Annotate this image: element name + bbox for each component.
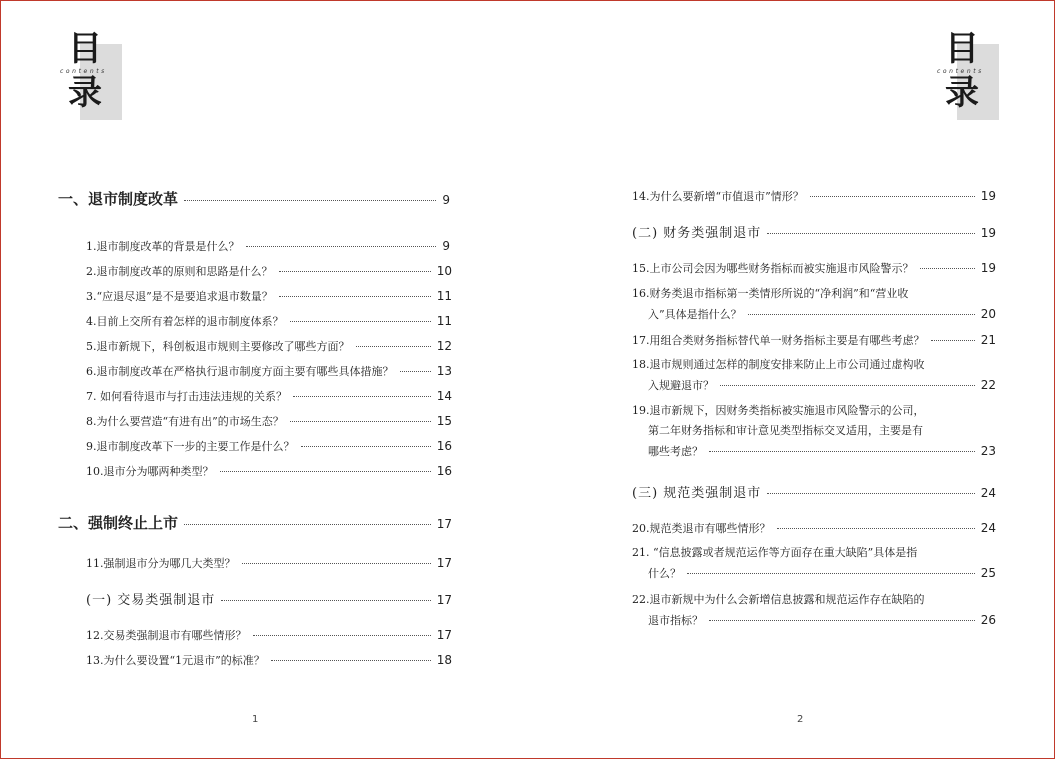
toc-item-8[interactable] bbox=[86, 413, 452, 429]
toc-item-21[interactable] bbox=[632, 543, 996, 584]
leader-dots bbox=[301, 446, 431, 447]
toc-title-line: 什么？ bbox=[648, 567, 681, 580]
toc-item-4[interactable] bbox=[86, 313, 452, 329]
toc-item-2[interactable] bbox=[86, 263, 452, 279]
toc-page: 17 bbox=[436, 628, 452, 642]
toc-page: 11 bbox=[436, 289, 452, 303]
leader-dots bbox=[271, 660, 431, 661]
toc-title-line: 入规避退市？ bbox=[648, 379, 714, 392]
toc-page: 22 bbox=[980, 378, 996, 392]
toc-title: 17.用组合类财务指标替代单一财务指标主要是有哪些考虑？ bbox=[632, 334, 925, 347]
toc-title: 15.上市公司会因为哪些财务指标而被实施退市风险警示？ bbox=[632, 262, 914, 275]
toc-title: 4.目前上交所有着怎样的退市制度体系？ bbox=[86, 315, 284, 328]
toc-page: 17 bbox=[436, 556, 452, 570]
toc-page: 24 bbox=[980, 521, 996, 535]
toc-page: 23 bbox=[980, 444, 996, 458]
leader-dots bbox=[242, 563, 431, 564]
toc-title-line: 22.退市新规中为什么会新增信息披露和规范运作存在缺陷的 bbox=[632, 593, 925, 606]
leader-dots bbox=[920, 268, 975, 269]
toc-page: 17 bbox=[436, 517, 452, 531]
toc-title: 11.强制退市分为哪几大类型？ bbox=[86, 557, 236, 570]
toc-item-12[interactable] bbox=[86, 627, 452, 643]
toc-item-13[interactable] bbox=[86, 652, 452, 668]
toc-item-5[interactable] bbox=[86, 338, 452, 354]
leader-dots bbox=[220, 471, 431, 472]
logo-en: contents bbox=[60, 68, 107, 75]
toc-title: 8.为什么要营造“有进有出”的市场生态？ bbox=[86, 415, 284, 428]
toc-title: 6.退市制度改革在严格执行退市制度方面主要有哪些具体措施？ bbox=[86, 365, 394, 378]
toc-title-line: 21. “信息披露或者规范运作等方面存在重大缺陷”具体是指 bbox=[632, 546, 918, 559]
toc-page: 17 bbox=[436, 593, 452, 607]
leader-dots bbox=[687, 573, 975, 574]
toc-title: (二) 财务类强制退市 bbox=[632, 226, 762, 241]
toc-logo-left bbox=[60, 30, 130, 120]
toc-title: 10.退市分为哪两种类型？ bbox=[86, 465, 214, 478]
leader-dots bbox=[290, 321, 431, 322]
toc-item-7[interactable] bbox=[86, 388, 452, 404]
toc-page: 14 bbox=[436, 389, 452, 403]
toc-item-1[interactable] bbox=[86, 238, 450, 254]
toc-title: 3.“应退尽退”是不是要追求退市数量？ bbox=[86, 290, 273, 303]
toc-page: 25 bbox=[980, 566, 996, 580]
toc-page: 16 bbox=[436, 464, 452, 478]
leader-dots bbox=[184, 200, 436, 201]
leader-dots bbox=[221, 600, 430, 601]
leader-dots bbox=[709, 451, 975, 452]
toc-page: 9 bbox=[442, 193, 450, 207]
leader-dots bbox=[748, 314, 975, 315]
leader-dots bbox=[400, 371, 431, 372]
toc-page: 19 bbox=[980, 261, 996, 275]
toc-item-14[interactable] bbox=[632, 188, 996, 204]
toc-title-line: 入”具体是指什么？ bbox=[648, 308, 742, 321]
toc-title: 7. 如何看待退市与打击违法违规的关系？ bbox=[86, 390, 287, 403]
toc-section-2[interactable] bbox=[58, 512, 452, 533]
toc-item-11[interactable] bbox=[86, 555, 452, 571]
toc-page: 11 bbox=[436, 314, 452, 328]
leader-dots bbox=[184, 524, 431, 525]
toc-title: 20.规范类退市有哪些情形？ bbox=[632, 522, 771, 535]
toc-title-line: 18.退市规则通过怎样的制度安排来防止上市公司通过虚构收 bbox=[632, 358, 925, 371]
toc-title: 2.退市制度改革的原则和思路是什么？ bbox=[86, 265, 273, 278]
toc-page: 26 bbox=[980, 613, 996, 627]
toc-item-3[interactable] bbox=[86, 288, 452, 304]
toc-title: 5.退市新规下，科创板退市规则主要修改了哪些方面？ bbox=[86, 340, 350, 353]
toc-title: (一) 交易类强制退市 bbox=[86, 593, 216, 608]
page-number-right: 2 bbox=[797, 714, 804, 725]
toc-title: 14.为什么要新增“市值退市”情形？ bbox=[632, 190, 804, 203]
toc-item-19[interactable] bbox=[632, 401, 996, 462]
logo-en: contents bbox=[937, 68, 984, 75]
toc-subsection-3[interactable] bbox=[632, 482, 996, 501]
toc-item-9[interactable] bbox=[86, 438, 452, 454]
leader-dots bbox=[931, 340, 975, 341]
toc-title: 13.为什么要设置“1元退市”的标准？ bbox=[86, 654, 265, 667]
leader-dots bbox=[290, 421, 431, 422]
toc-title: (三) 规范类强制退市 bbox=[632, 486, 762, 501]
toc-item-22[interactable] bbox=[632, 590, 996, 631]
toc-title-line: 16.财务类退市指标第一类情形所说的“净利润”和“营业收 bbox=[632, 287, 909, 300]
leader-dots bbox=[767, 493, 974, 494]
toc-title-line: 19.退市新规下，因财务类指标被实施退市风险警示的公司， bbox=[632, 404, 925, 417]
toc-item-20[interactable] bbox=[632, 520, 996, 536]
toc-title-line: 哪些考虑？ bbox=[648, 445, 703, 458]
logo-char-2: 录 bbox=[68, 73, 102, 113]
leader-dots bbox=[279, 271, 431, 272]
leader-dots bbox=[356, 346, 431, 347]
toc-title: 9.退市制度改革下一步的主要工作是什么？ bbox=[86, 440, 295, 453]
leader-dots bbox=[720, 385, 975, 386]
toc-item-17[interactable] bbox=[632, 332, 996, 348]
leader-dots bbox=[777, 528, 975, 529]
logo-char-1: 目 bbox=[945, 29, 979, 69]
toc-page: 9 bbox=[442, 239, 450, 253]
toc-title: 1.退市制度改革的背景是什么？ bbox=[86, 240, 240, 253]
toc-title: 12.交易类强制退市有哪些情形？ bbox=[86, 629, 247, 642]
toc-page: 21 bbox=[980, 333, 996, 347]
toc-page: 18 bbox=[436, 653, 452, 667]
logo-char-2: 录 bbox=[945, 73, 979, 113]
toc-page: 24 bbox=[980, 486, 996, 500]
toc-page: 15 bbox=[436, 414, 452, 428]
page-number-left: 1 bbox=[252, 714, 259, 725]
toc-page: 20 bbox=[980, 307, 996, 321]
toc-item-15[interactable] bbox=[632, 260, 996, 276]
toc-page: 16 bbox=[436, 439, 452, 453]
leader-dots bbox=[810, 196, 975, 197]
toc-page: 13 bbox=[436, 364, 452, 378]
toc-title-line: 第二年财务指标和审计意见类型指标交叉适用，主要是有 bbox=[648, 424, 923, 437]
toc-title: 二、强制终止上市 bbox=[58, 514, 179, 532]
toc-item-6[interactable] bbox=[86, 363, 452, 379]
toc-section-1[interactable] bbox=[58, 188, 450, 209]
leader-dots bbox=[293, 396, 431, 397]
logo-char-1: 目 bbox=[68, 29, 102, 69]
toc-title-line: 退市指标？ bbox=[648, 614, 703, 627]
toc-page: 10 bbox=[436, 264, 452, 278]
toc-title: 一、退市制度改革 bbox=[58, 190, 179, 208]
leader-dots bbox=[709, 620, 975, 621]
toc-page: 19 bbox=[980, 189, 996, 203]
toc-logo-right bbox=[937, 30, 1007, 120]
toc-page: 19 bbox=[980, 226, 996, 240]
toc-item-16[interactable] bbox=[632, 284, 996, 325]
toc-item-10[interactable] bbox=[86, 463, 452, 479]
toc-subsection-2[interactable] bbox=[632, 222, 996, 241]
toc-page: 12 bbox=[436, 339, 452, 353]
leader-dots bbox=[767, 233, 974, 234]
leader-dots bbox=[279, 296, 431, 297]
leader-dots bbox=[246, 246, 437, 247]
toc-item-18[interactable] bbox=[632, 355, 996, 396]
toc-subsection-1[interactable] bbox=[86, 589, 452, 608]
leader-dots bbox=[253, 635, 431, 636]
